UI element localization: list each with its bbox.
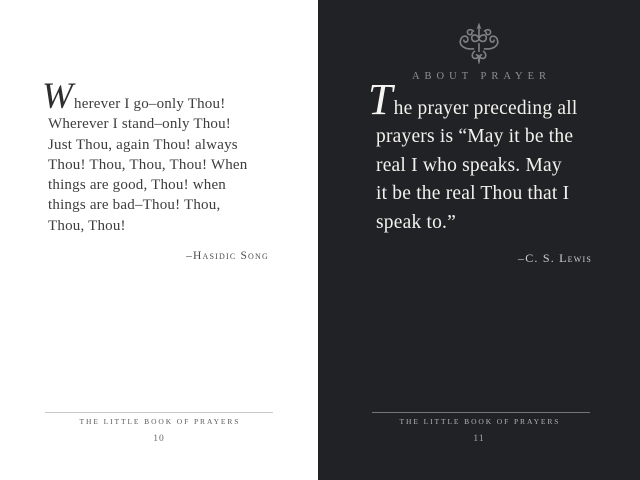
quote-line: real I who speaks. May bbox=[376, 154, 562, 176]
quote-line: things are bad–Thou! Thou, bbox=[48, 197, 221, 214]
quote-line-text: he prayer preceding all bbox=[393, 98, 578, 119]
quote-line-text: herever I go–only Thou! bbox=[74, 96, 226, 112]
left-page bbox=[0, 0, 318, 480]
drop-cap-t: T bbox=[368, 75, 393, 124]
quote-line bbox=[42, 76, 269, 117]
quote-attribution: –Hasidic Song bbox=[186, 250, 269, 263]
quote-attribution: –C. S. Lewis bbox=[518, 251, 592, 266]
quote-line: it be the real Thou that I bbox=[376, 183, 570, 205]
quote-line: things are good, Thou! when bbox=[48, 177, 227, 194]
footer-rule bbox=[45, 412, 273, 413]
quote-line: Just Thou, again Thou! always bbox=[48, 136, 238, 153]
page-number: 10 bbox=[153, 434, 165, 444]
footer-book-title: THE LITTLE BOOK OF PRAYERS bbox=[399, 417, 561, 426]
quote-line: Thou, Thou! bbox=[48, 217, 126, 234]
quote-line: prayers is “May it be the bbox=[376, 126, 574, 148]
fleur-scroll-ornament-icon bbox=[318, 21, 640, 74]
footer-book-title: THE LITTLE BOOK OF PRAYERS bbox=[79, 417, 241, 426]
quote-line: Wherever I stand–only Thou! bbox=[48, 116, 231, 133]
left-quote bbox=[42, 76, 269, 263]
drop-cap-w: W bbox=[42, 76, 74, 117]
page-number: 11 bbox=[473, 434, 485, 444]
section-heading: ABOUT PRAYER bbox=[411, 71, 552, 82]
right-page bbox=[318, 0, 640, 480]
quote-line: speak to.” bbox=[376, 211, 456, 233]
footer-rule bbox=[372, 412, 590, 413]
quote-line: Thou! Thou, Thou, Thou! When bbox=[48, 156, 248, 173]
